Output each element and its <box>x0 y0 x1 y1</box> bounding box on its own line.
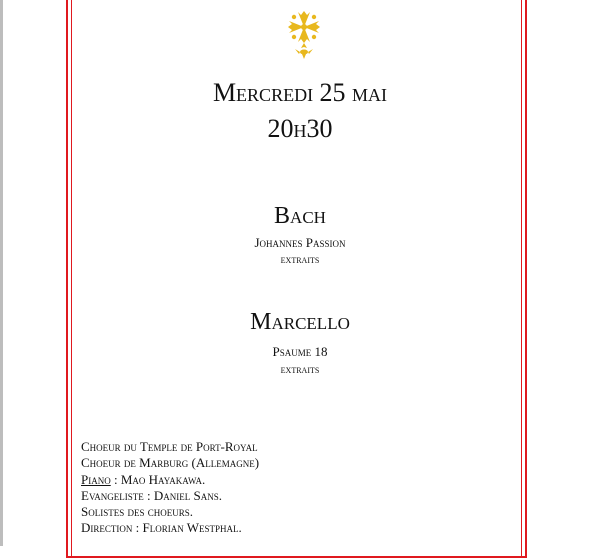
credit-direction: Direction : Florian Westphal. <box>81 520 242 536</box>
credits-block <box>81 439 501 537</box>
work-note-bach: extraits <box>280 254 320 266</box>
huguenot-cross-icon <box>285 8 323 60</box>
credit-choir-port-royal: Choeur du Temple de Port-Royal <box>81 439 258 454</box>
work-johannes-passion: Johannes Passion <box>254 235 346 250</box>
concert-time: 20h30 <box>267 114 333 143</box>
concert-date: Mercredi 25 mai <box>212 78 388 107</box>
work-psaume-18: Psaume 18 <box>272 344 328 359</box>
credit-piano <box>81 472 501 488</box>
composer-bach: Bach <box>274 203 326 229</box>
credit-piano-label: Piano <box>81 471 111 487</box>
work-note-marcello: extraits <box>280 364 320 376</box>
credit-evangelist: Evangeliste : Daniel Sans. <box>81 487 222 503</box>
composer-marcello: Marcello <box>250 309 350 335</box>
credit-piano-value: : Mao Hayakawa. <box>110 471 206 487</box>
credit-choir-marburg: Choeur de Marburg (Allemagne) <box>81 455 260 471</box>
credit-soloists: Solistes des choeurs. <box>81 504 193 520</box>
